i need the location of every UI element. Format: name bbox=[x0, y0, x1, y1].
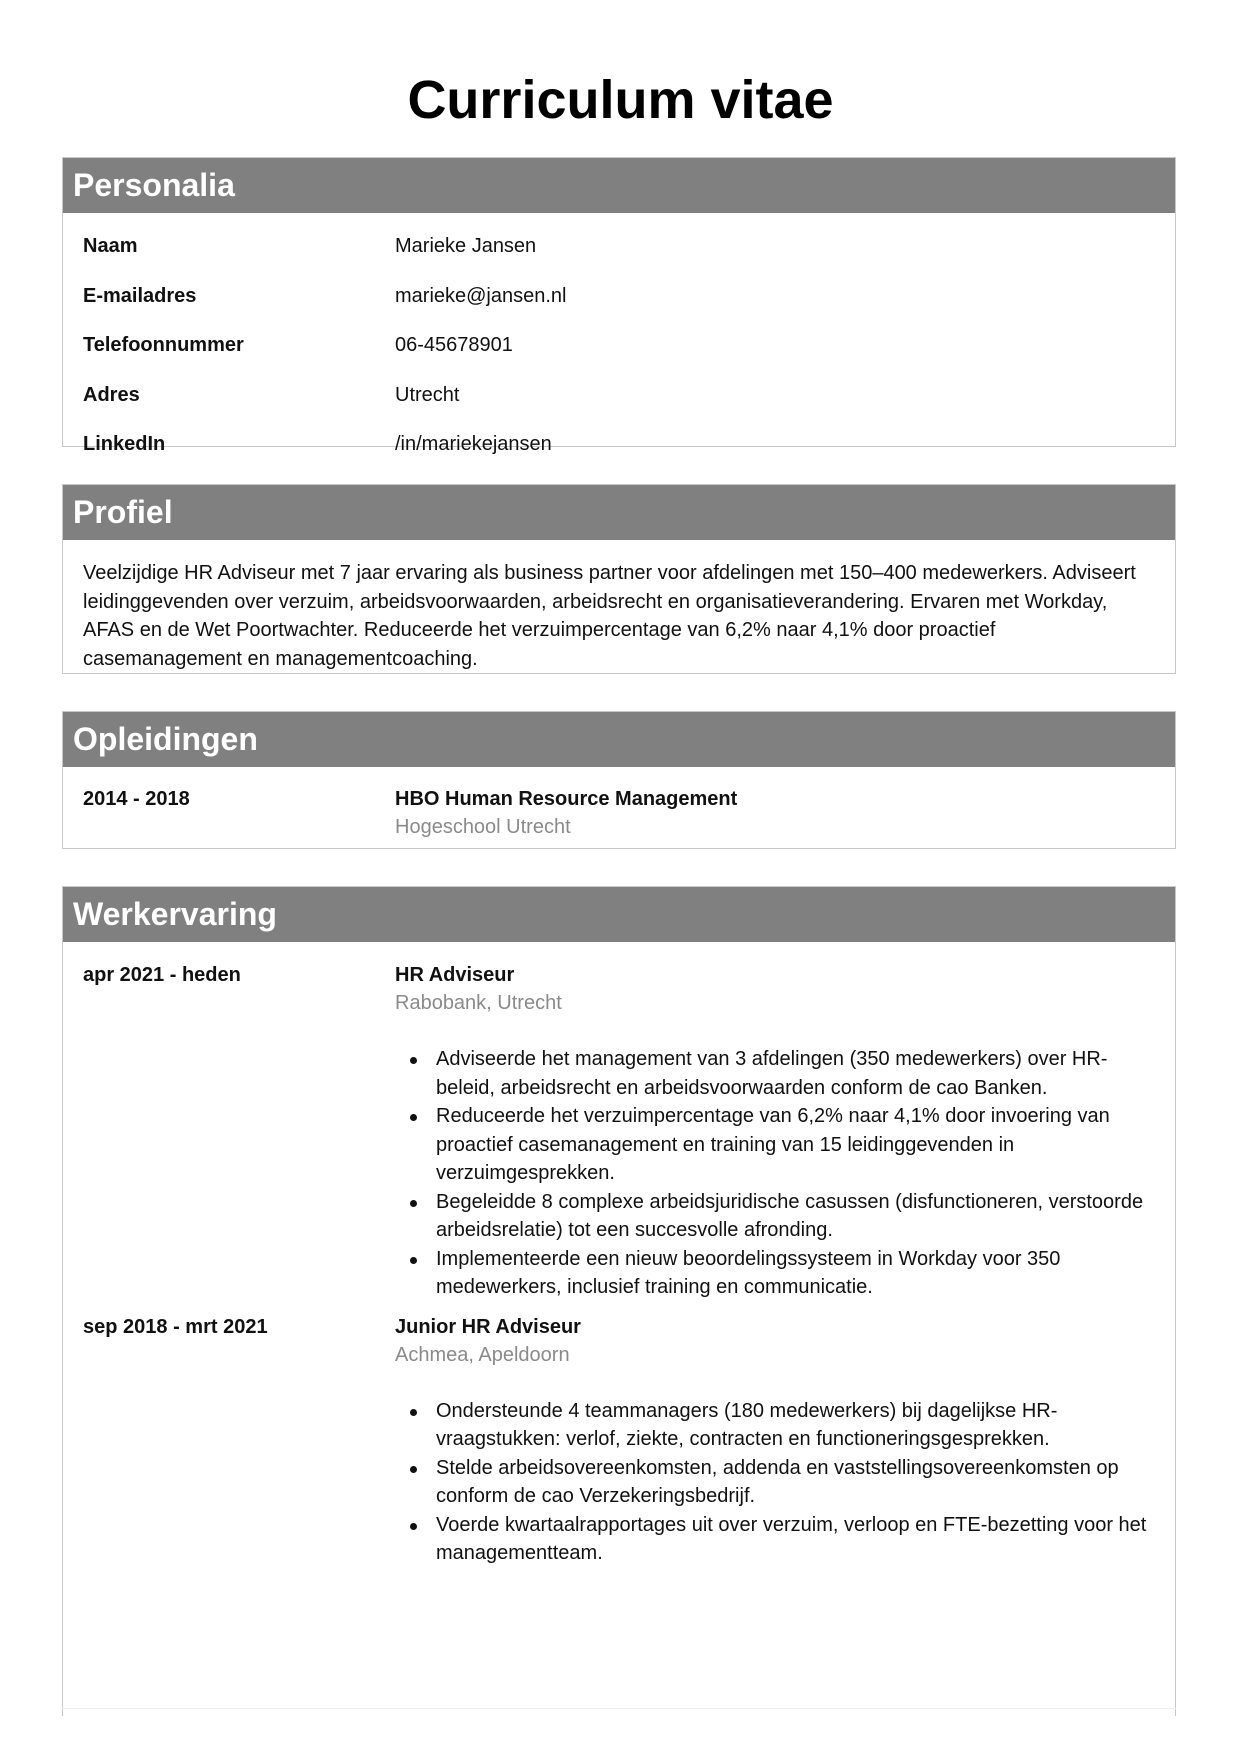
job-title: HR Adviseur bbox=[395, 964, 515, 986]
job-bullets bbox=[395, 1045, 1155, 1302]
field-value: Marieke Jansen bbox=[395, 235, 537, 257]
job-company: Rabobank, Utrecht bbox=[395, 992, 562, 1014]
personalia-row-email bbox=[83, 282, 1155, 332]
personalia-row-phone bbox=[83, 331, 1155, 381]
job-bullet: Stelde arbeidsovereenkomsten, addenda en vaststellingsovereenkomsten op conform de cao Verzekeringsbedrijf. bbox=[436, 1454, 1155, 1511]
job-entry bbox=[83, 961, 1155, 1302]
personalia-body bbox=[63, 213, 1175, 498]
job-bullet: Ondersteunde 4 teammanagers (180 medewerkers) bij dagelijkse HR-vraagstukken: verlof, ziekte, contracten en functioneringsgesprekken. bbox=[436, 1397, 1155, 1454]
email-value: marieke@jansen.nl bbox=[395, 284, 567, 307]
job-entry bbox=[83, 1313, 1155, 1568]
werkervaring-body bbox=[63, 942, 1175, 1586]
opleidingen-section bbox=[62, 711, 1176, 849]
job-bullet: Adviseerde het management van 3 afdelingen (350 medewerkers) over HR-beleid, arbeidsrecht en arbeidsvoorwaarden conform de cao Banken. bbox=[436, 1045, 1155, 1102]
phone-value: 06-45678901 bbox=[395, 334, 513, 356]
education-title: HBO Human Resource Management bbox=[395, 788, 738, 810]
education-details bbox=[395, 785, 1155, 841]
section-heading: Personalia bbox=[63, 158, 1175, 213]
address-value: Utrecht bbox=[395, 383, 460, 406]
page-bottom-divider bbox=[62, 1708, 1176, 1709]
page-title: Curriculum vitae bbox=[407, 70, 834, 130]
job-company: Achmea, Apeldoorn bbox=[395, 1343, 570, 1366]
education-period: 2014 - 2018 bbox=[83, 788, 190, 810]
section-heading: Opleidingen bbox=[63, 712, 1175, 767]
job-bullet: Voerde kwartaalrapportages uit over verzuim, verloop en FTE-bezetting voor het managementteam. bbox=[436, 1511, 1155, 1568]
education-institution: Hogeschool Utrecht bbox=[395, 816, 571, 838]
opleidingen-body bbox=[63, 767, 1175, 859]
job-period: apr 2021 - heden bbox=[83, 964, 241, 986]
personalia-section bbox=[62, 157, 1176, 455]
profiel-body bbox=[63, 540, 1175, 691]
job-details bbox=[395, 961, 1155, 1302]
field-label: Naam bbox=[83, 235, 138, 257]
personalia-row-name bbox=[83, 232, 1155, 282]
personalia-row-address bbox=[83, 381, 1155, 431]
section-heading: Werkervaring bbox=[63, 887, 1175, 942]
job-bullet: Reduceerde het verzuimpercentage van 6,2% naar 4,1% door invoering van proactief casemanagement en training van 15 leidinggevenden in verzuimgesprekken. bbox=[436, 1102, 1155, 1188]
field-label: E-mailadres bbox=[83, 284, 197, 307]
job-bullets bbox=[395, 1397, 1155, 1568]
werkervaring-section bbox=[62, 886, 1176, 1716]
section-heading: Profiel bbox=[63, 485, 1175, 540]
field-label: Adres bbox=[83, 383, 140, 406]
job-title: Junior HR Adviseur bbox=[395, 1315, 581, 1338]
education-entry bbox=[83, 785, 1155, 841]
job-period: sep 2018 - mrt 2021 bbox=[83, 1315, 268, 1338]
field-label: LinkedIn bbox=[83, 433, 166, 455]
job-details bbox=[395, 1313, 1155, 1568]
field-label: Telefoonnummer bbox=[83, 334, 244, 356]
personalia-row-linkedin bbox=[83, 430, 1155, 480]
profiel-section bbox=[62, 484, 1176, 674]
job-bullet: Implementeerde een nieuw beoordelingssysteem in Workday voor 350 medewerkers, inclusief training en communicatie. bbox=[436, 1245, 1155, 1302]
job-bullet: Begeleidde 8 complexe arbeidsjuridische casussen (disfunctioneren, verstoorde arbeidsrelatie) tot een succesvolle afronding. bbox=[436, 1188, 1155, 1245]
profile-summary: Veelzijdige HR Adviseur met 7 jaar ervaring als business partner voor afdelingen met 150–400 medewerkers. Adviseert leidinggevenden over verzuim, arbeidsvoorwaarden, arbeidsrecht en organisatieverandering. Ervaren met Workday, AFAS en de Wet Poortwachter. Reduceerde het verzuimpercentage van 6,2% naar 4,1% door proactief casemanagement en managementcoaching. bbox=[83, 562, 1136, 670]
linkedin-value: /in/mariekejansen bbox=[395, 433, 552, 455]
